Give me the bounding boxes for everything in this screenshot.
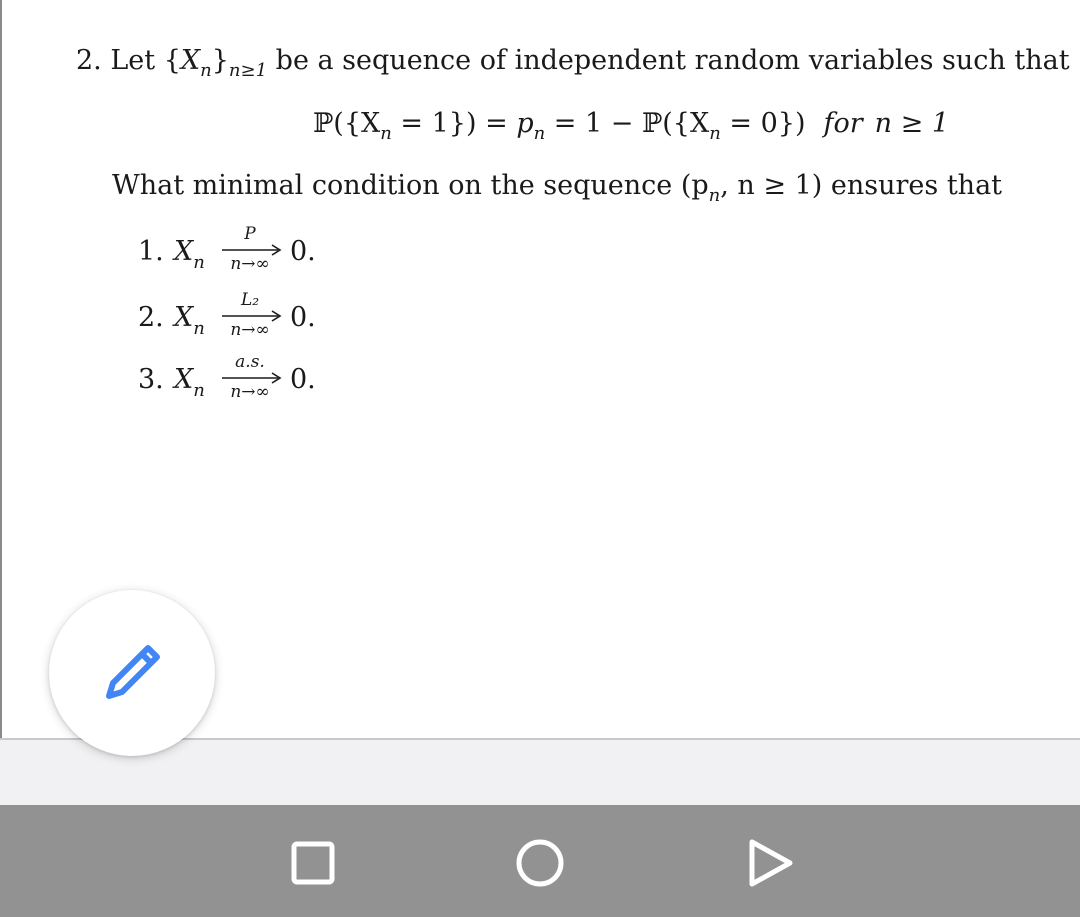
formula-middle: = 1 − ℙ({X [545,108,710,139]
question-rest: , n ≥ 1) ensures that [720,170,1003,201]
problem-intro [76,45,1070,81]
arrow-top-label: a.s. [235,352,265,372]
arrow-top-label: L₂ [240,290,260,310]
item-variable [174,302,205,339]
recents-button[interactable] [285,835,341,891]
item-limit: 0. [290,302,316,333]
item-variable [174,236,205,273]
question-text [112,170,1003,206]
formula-p: p [516,108,534,139]
item-var: X [174,364,194,395]
back-button[interactable] [742,835,798,891]
item-variable [174,364,205,401]
sequence-index: n≥1 [228,60,268,81]
formula-p-sub: n [533,123,546,144]
triangle-icon [742,835,798,891]
formula-lhs-eq: = 1}) = [391,108,517,139]
sequence-var-sub: n [200,60,212,81]
intro-rest: be a sequence of independent random variables such that [275,45,1070,76]
formula-for: for [823,108,863,139]
item-limit: 0. [290,236,316,267]
formula-lhs: ℙ({X [313,108,381,139]
item-var: X [174,236,194,267]
item-number: 2. [138,302,164,333]
arrow-bottom-label: n→∞ [230,320,270,340]
system-navigation-bar [0,805,1080,917]
convergence-arrow [220,224,290,284]
question-lead: What minimal condition on the sequence (p [112,170,709,201]
item-var-sub: n [193,380,205,401]
square-icon [285,835,341,891]
sequence-var: X [180,45,201,76]
arrow-bottom-label: n→∞ [230,382,270,402]
formula-lhs-sub: n [380,123,392,144]
formula-condition: n ≥ 1 [874,108,949,139]
arrow-bottom-label: n→∞ [230,254,270,274]
problem-number: 2. [76,45,102,76]
convergence-arrow [220,290,290,350]
circle-icon [512,835,568,891]
arrow-top-label: P [244,224,256,244]
formula-tail: = 0}) [720,108,806,139]
sequence-open: { [163,45,181,76]
item-limit: 0. [290,364,316,395]
item-number: 3. [138,364,164,395]
pencil-icon [101,642,163,704]
sequence-close: } [211,45,229,76]
item-var: X [174,302,194,333]
home-button[interactable] [512,835,568,891]
edit-fab-button[interactable] [49,590,215,756]
intro-lead: Let [110,45,156,76]
item-var-sub: n [193,252,205,273]
formula-mid-sub: n [709,123,721,144]
item-var-sub: n [193,318,205,339]
convergence-arrow [220,352,290,412]
question-sub: n [708,185,721,206]
probability-formula [313,108,949,144]
item-number: 1. [138,236,164,267]
